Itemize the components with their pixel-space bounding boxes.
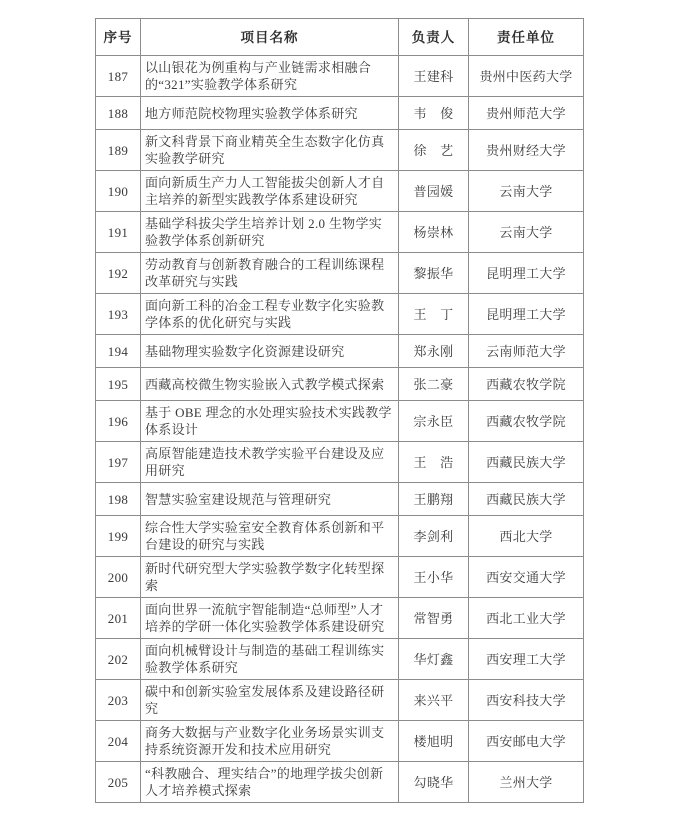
serial-cell: 205 xyxy=(96,762,141,803)
leader-cell: 王 浩 xyxy=(399,442,469,483)
table-row xyxy=(96,130,584,171)
table-row xyxy=(96,335,584,368)
serial-cell: 199 xyxy=(96,516,141,557)
table-row xyxy=(96,639,584,680)
leader-cell: 来兴平 xyxy=(399,680,469,721)
table-row xyxy=(96,516,584,557)
serial-cell: 202 xyxy=(96,639,141,680)
serial-cell: 198 xyxy=(96,483,141,516)
unit-cell: 西藏民族大学 xyxy=(469,442,584,483)
project-name-cell: 地方师范院校物理实验教学体系研究 xyxy=(141,97,399,130)
leader-cell: 张二豪 xyxy=(399,368,469,401)
serial-cell: 203 xyxy=(96,680,141,721)
project-name-cell: 面向机械臂设计与制造的基础工程训练实验教学体系研究 xyxy=(141,639,399,680)
project-name-cell: 碳中和创新实验室发展体系及建设路径研究 xyxy=(141,680,399,721)
serial-cell: 187 xyxy=(96,56,141,97)
unit-cell: 西安交通大学 xyxy=(469,557,584,598)
serial-cell: 204 xyxy=(96,721,141,762)
project-name-cell: 面向新工科的冶金工程专业数字化实验教学体系的优化研究与实践 xyxy=(141,294,399,335)
unit-cell: 贵州中医药大学 xyxy=(469,56,584,97)
table-row xyxy=(96,253,584,294)
leader-cell: 楼旭明 xyxy=(399,721,469,762)
serial-cell: 191 xyxy=(96,212,141,253)
project-name-cell: 智慧实验室建设规范与管理研究 xyxy=(141,483,399,516)
leader-cell: 宗永臣 xyxy=(399,401,469,442)
serial-cell: 201 xyxy=(96,598,141,639)
leader-cell: 王 丁 xyxy=(399,294,469,335)
serial-cell: 192 xyxy=(96,253,141,294)
table-row xyxy=(96,368,584,401)
serial-cell: 197 xyxy=(96,442,141,483)
leader-cell: 李剑利 xyxy=(399,516,469,557)
unit-cell: 兰州大学 xyxy=(469,762,584,803)
serial-cell: 195 xyxy=(96,368,141,401)
unit-cell: 云南大学 xyxy=(469,171,584,212)
unit-cell: 贵州财经大学 xyxy=(469,130,584,171)
project-name-cell: 新时代研究型大学实验教学数字化转型探索 xyxy=(141,557,399,598)
unit-cell: 西安理工大学 xyxy=(469,639,584,680)
leader-cell: 黎振华 xyxy=(399,253,469,294)
project-name-cell: 基于 OBE 理念的水处理实验技术实践教学体系设计 xyxy=(141,401,399,442)
header-row xyxy=(96,19,584,56)
serial-cell: 194 xyxy=(96,335,141,368)
header-project-name: 项目名称 xyxy=(141,19,399,56)
leader-cell: 杨崇林 xyxy=(399,212,469,253)
serial-cell: 200 xyxy=(96,557,141,598)
table-row xyxy=(96,762,584,803)
project-name-cell: 基础物理实验数字化资源建设研究 xyxy=(141,335,399,368)
header-serial: 序号 xyxy=(96,19,141,56)
serial-cell: 189 xyxy=(96,130,141,171)
project-name-cell: 基础学科拔尖学生培养计划 2.0 生物学实验教学体系创新研究 xyxy=(141,212,399,253)
leader-cell: 普园媛 xyxy=(399,171,469,212)
unit-cell: 昆明理工大学 xyxy=(469,294,584,335)
unit-cell: 西安邮电大学 xyxy=(469,721,584,762)
table-row xyxy=(96,97,584,130)
leader-cell: 王鹏翔 xyxy=(399,483,469,516)
project-name-cell: 新文科背景下商业精英全生态数字化仿真实验教学研究 xyxy=(141,130,399,171)
project-name-cell: 西藏高校微生物实验嵌入式教学模式探索 xyxy=(141,368,399,401)
unit-cell: 西藏农牧学院 xyxy=(469,368,584,401)
project-name-cell: 综合性大学实验室安全教育体系创新和平台建设的研究与实践 xyxy=(141,516,399,557)
unit-cell: 云南大学 xyxy=(469,212,584,253)
serial-cell: 188 xyxy=(96,97,141,130)
project-name-cell: 以山银花为例重构与产业链需求相融合的“321”实验教学体系研究 xyxy=(141,56,399,97)
project-name-cell: 高原智能建造技术教学实验平台建设及应用研究 xyxy=(141,442,399,483)
project-name-cell: 面向新质生产力人工智能拔尖创新人才自主培养的新型实践教学体系建设研究 xyxy=(141,171,399,212)
unit-cell: 西北大学 xyxy=(469,516,584,557)
header-leader: 负责人 xyxy=(399,19,469,56)
header-unit: 责任单位 xyxy=(469,19,584,56)
leader-cell: 华灯鑫 xyxy=(399,639,469,680)
table-row xyxy=(96,401,584,442)
leader-cell: 常智勇 xyxy=(399,598,469,639)
leader-cell: 郑永刚 xyxy=(399,335,469,368)
document-page xyxy=(0,18,682,818)
table-row xyxy=(96,557,584,598)
serial-cell: 190 xyxy=(96,171,141,212)
table-row xyxy=(96,212,584,253)
project-name-cell: “科教融合、理实结合”的地理学拔尖创新人才培养模式探索 xyxy=(141,762,399,803)
project-name-cell: 劳动教育与创新教育融合的工程训练课程改革研究与实践 xyxy=(141,253,399,294)
table-row xyxy=(96,442,584,483)
table-row xyxy=(96,721,584,762)
project-name-cell: 商务大数据与产业数字化业务场景实训支持系统资源开发和技术应用研究 xyxy=(141,721,399,762)
leader-cell: 韦 俊 xyxy=(399,97,469,130)
table-row xyxy=(96,483,584,516)
unit-cell: 贵州师范大学 xyxy=(469,97,584,130)
unit-cell: 西藏农牧学院 xyxy=(469,401,584,442)
leader-cell: 徐 艺 xyxy=(399,130,469,171)
unit-cell: 西安科技大学 xyxy=(469,680,584,721)
project-table xyxy=(95,18,584,803)
project-name-cell: 面向世界一流航宇智能制造“总师型”人才培养的学研一体化实验教学体系建设研究 xyxy=(141,598,399,639)
unit-cell: 云南师范大学 xyxy=(469,335,584,368)
leader-cell: 王小华 xyxy=(399,557,469,598)
table-header xyxy=(96,19,584,56)
table-row xyxy=(96,294,584,335)
table-row xyxy=(96,56,584,97)
table-row xyxy=(96,680,584,721)
serial-cell: 193 xyxy=(96,294,141,335)
serial-cell: 196 xyxy=(96,401,141,442)
leader-cell: 王建科 xyxy=(399,56,469,97)
unit-cell: 西藏民族大学 xyxy=(469,483,584,516)
table-row xyxy=(96,598,584,639)
leader-cell: 勾晓华 xyxy=(399,762,469,803)
unit-cell: 西北工业大学 xyxy=(469,598,584,639)
unit-cell: 昆明理工大学 xyxy=(469,253,584,294)
table-row xyxy=(96,171,584,212)
table-body xyxy=(96,56,584,803)
